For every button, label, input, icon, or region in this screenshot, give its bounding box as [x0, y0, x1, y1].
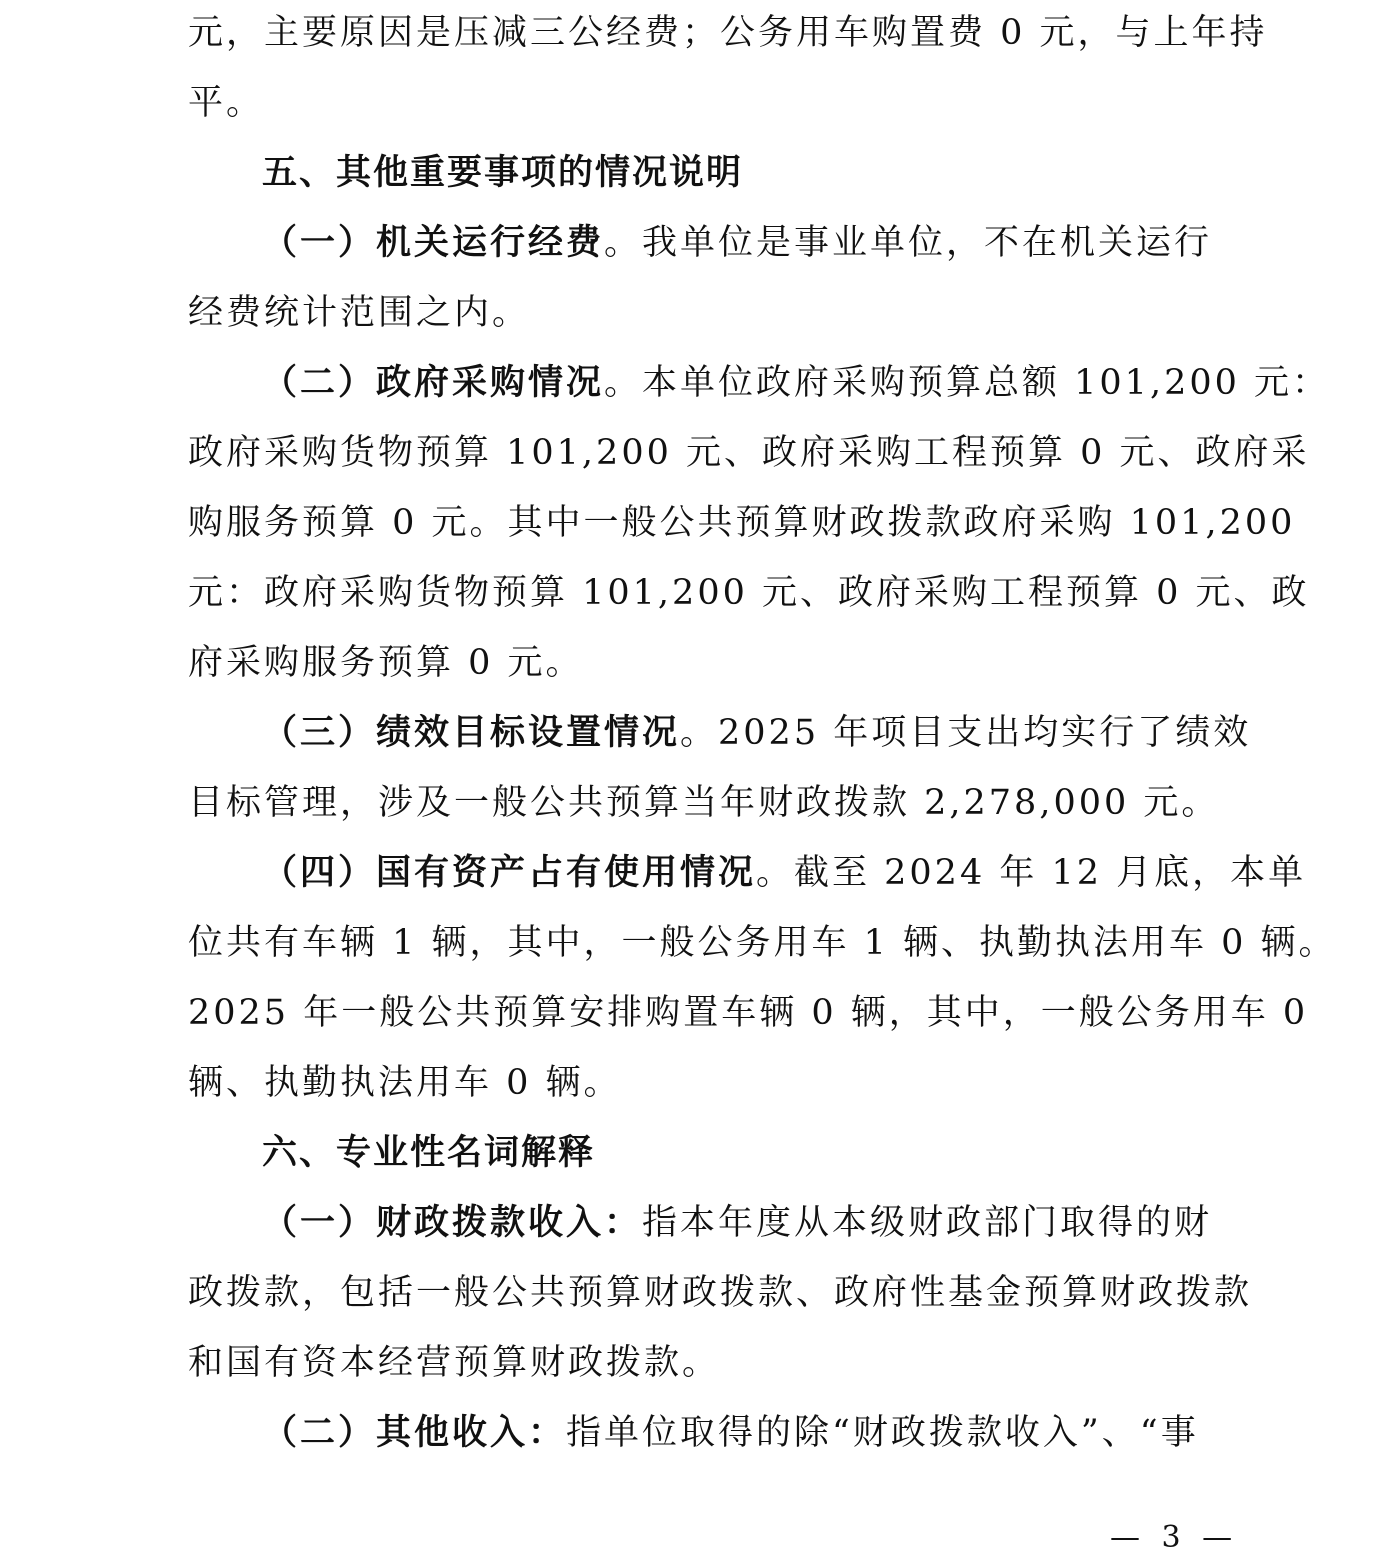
item-label: （二）政府采购情况: [262, 363, 605, 403]
paragraph-line: 目标管理，涉及一般公共预算当年财政拨款 2,278,000 元。: [188, 783, 1220, 823]
item-label: （三）绩效目标设置情况: [262, 713, 681, 753]
item-text: 指本年度从本级财政部门取得的财: [642, 1203, 1213, 1243]
paragraph-line: 府采购服务预算 0 元。: [188, 643, 584, 683]
paragraph-line: 元，主要原因是压减三公经费；公务用车购置费 0 元，与上年持: [188, 13, 1268, 53]
paragraph-line: 政拨款，包括一般公共预算财政拨款、政府性基金预算财政拨款: [188, 1273, 1253, 1313]
item-label: （一）机关运行经费: [262, 223, 605, 263]
paragraph-line: 辆、执勤执法用车 0 辆。: [188, 1063, 622, 1103]
paragraph-line: 政府采购货物预算 101,200 元、政府采购工程预算 0 元、政府采: [188, 433, 1310, 473]
paragraph-line: [188, 1398, 1228, 1468]
item-text: 。本单位政府采购预算总额 101,200 元：: [604, 363, 1331, 403]
paragraph-line: [188, 838, 1307, 908]
item-text: 。我单位是事业单位，不在机关运行: [604, 223, 1213, 263]
paragraph-line: 平。: [188, 83, 265, 123]
item-label: （二）其他收入：: [262, 1413, 567, 1453]
section-heading: 五、其他重要事项的情况说明: [262, 153, 744, 193]
paragraph-line: 经费统计范围之内。: [188, 293, 531, 333]
document-page: [188, 0, 1337, 1468]
paragraph-line: [188, 348, 1331, 418]
paragraph-line: 2025 年一般公共预算安排购置车辆 0 辆，其中，一般公务用车 0: [188, 993, 1309, 1033]
section-heading: 六、专业性名词解释: [262, 1133, 596, 1173]
paragraph-line: [188, 208, 1228, 278]
paragraph-line: 位共有车辆 1 辆，其中，一般公务用车 1 辆、执勤执法用车 0 辆。: [188, 923, 1337, 963]
item-label: （四）国有资产占有使用情况: [262, 853, 757, 893]
page-number: — 3 —: [1110, 1520, 1239, 1555]
paragraph-line: 元：政府采购货物预算 101,200 元、政府采购工程预算 0 元、政: [188, 573, 1310, 613]
paragraph-line: 和国有资本经营预算财政拨款。: [188, 1343, 721, 1383]
paragraph-line: [188, 698, 1252, 768]
item-text: 。截至 2024 年 12 月底，本单: [756, 853, 1307, 893]
item-text: 。2025 年项目支出均实行了绩效: [680, 713, 1252, 753]
paragraph-line: 购服务预算 0 元。其中一般公共预算财政拨款政府采购 101,200: [188, 503, 1296, 543]
item-label: （一）财政拨款收入：: [262, 1203, 643, 1243]
paragraph-line: [188, 1188, 1228, 1258]
item-text: 指单位取得的除“财政拨款收入”、“事: [566, 1413, 1199, 1453]
